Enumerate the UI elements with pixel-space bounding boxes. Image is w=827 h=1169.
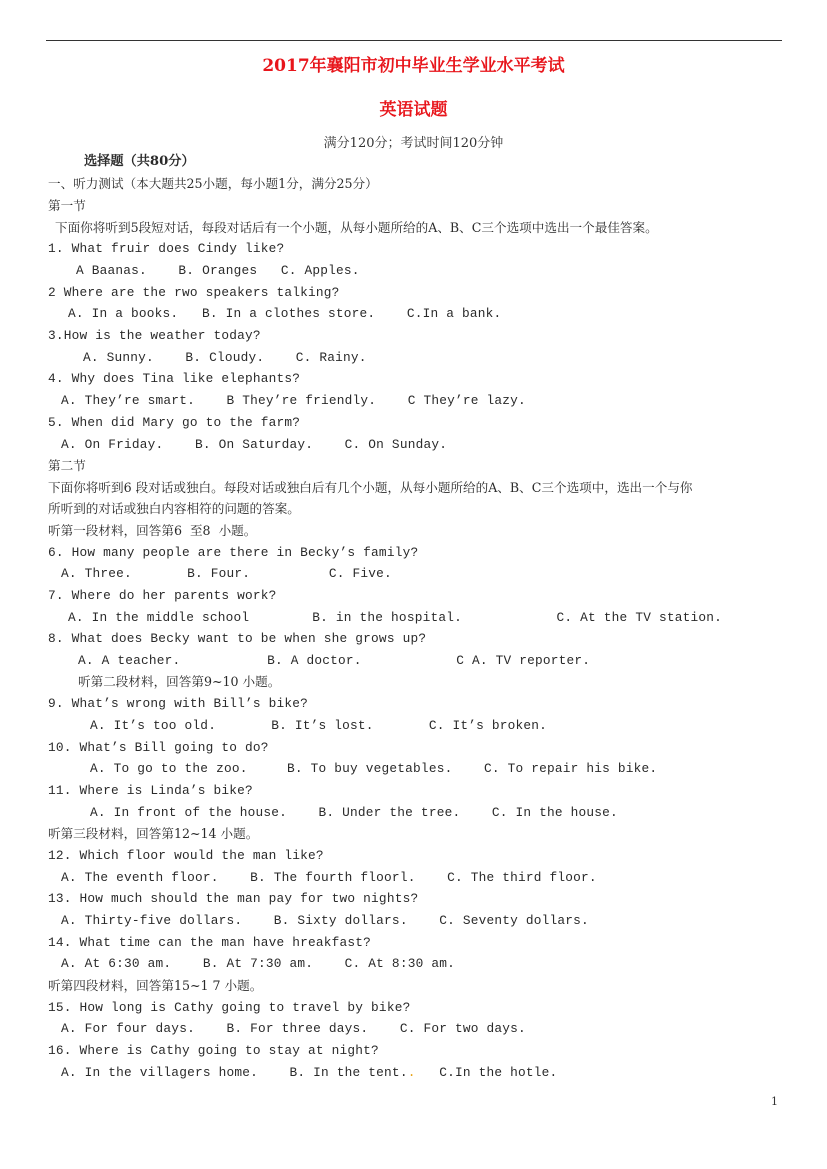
question-11: 11. Where is Linda’s bike? bbox=[48, 783, 253, 798]
question-12: 12. Which floor would the man like? bbox=[48, 848, 324, 863]
options-2: A. In a books. B. In a clothes store. C.In a bank. bbox=[68, 306, 502, 321]
options-15: A. For four days. B. For three days. C. For two days. bbox=[61, 1021, 526, 1036]
question-5: 5. When did Mary go to the farm? bbox=[48, 415, 301, 430]
options-9: A. It’s too old. B. It’s lost. C. It’s broken. bbox=[90, 718, 548, 733]
options-4: A. They’re smart. B They’re friendly. C They’re lazy. bbox=[61, 393, 526, 408]
options-16-c: C.In the hotle. bbox=[415, 1065, 558, 1080]
exam-subtitle: 英语试题 bbox=[379, 100, 448, 120]
question-13: 13. How much should the man pay for two nights? bbox=[48, 891, 419, 906]
top-rule bbox=[46, 40, 782, 41]
options-8: A. A teacher. B. A doctor. C A. TV reporter. bbox=[78, 653, 591, 668]
options-7: A. In the middle school B. in the hospital. C. At the TV station. bbox=[68, 610, 722, 625]
question-10: 10. What’s Bill going to do? bbox=[48, 740, 269, 755]
question-15: 15. How long is Cathy going to travel by bike? bbox=[48, 1000, 411, 1015]
section-choice: 选择题（共80分） bbox=[84, 154, 195, 169]
material-1-heading: 听第一段材料，回答第6 至8 小题。 bbox=[48, 523, 257, 538]
options-16 bbox=[61, 1065, 557, 1081]
question-4: 4. Why does Tina like elephants? bbox=[48, 371, 301, 386]
question-6: 6. How many people are there in Becky’s family? bbox=[48, 545, 419, 560]
exam-title: 2017年襄阳市初中毕业生学业水平考试 bbox=[262, 56, 565, 76]
options-5: A. On Friday. B. On Saturday. C. On Sunday. bbox=[61, 437, 448, 452]
question-2: 2 Where are the rwo speakers talking? bbox=[48, 285, 340, 300]
options-14: A. At 6:30 am. B. At 7:30 am. C. At 8:30 am. bbox=[61, 956, 455, 971]
options-3: A. Sunny. B. Cloudy. C. Rainy. bbox=[83, 350, 367, 365]
options-10: A. To go to the zoo. B. To buy vegetables. C. To repair his bike. bbox=[90, 761, 658, 776]
options-11: A. In front of the house. B. Under the tree. C. In the house. bbox=[90, 805, 618, 820]
part1-instruction: 下面你将听到5段短对话，每段对话后有一个小题，从每小题所给的A、B、C三个选项中选出一个最佳答案。 bbox=[55, 220, 658, 235]
section-listening: 一、听力测试（本大题共25小题，每小题1分，满分25分） bbox=[48, 176, 378, 191]
part2-instruction-line2: 所听到的对话或独白内容相符的问题的答案。 bbox=[48, 501, 300, 516]
options-16-mark: . bbox=[407, 1065, 416, 1080]
material-3-heading: 听第三段材料，回答第12~14 小题。 bbox=[48, 826, 259, 841]
material-4-heading: 听第四段材料，回答第15~1 7 小题。 bbox=[48, 978, 263, 993]
options-13: A. Thirty-five dollars. B. Sixty dollars. C. Seventy dollars. bbox=[61, 913, 589, 928]
question-3: 3.How is the weather today? bbox=[48, 328, 261, 343]
question-14: 14. What time can the man have hreakfast? bbox=[48, 935, 372, 950]
part2-instruction-line1: 下面你将听到6 段对话或独白。每段对话或独白后有几个小题，从每小题所给的A、B、C三个选项中，选出一个与你 bbox=[48, 480, 693, 495]
options-16-ab: A. In the villagers home. B. In the tent. bbox=[61, 1065, 408, 1080]
options-12: A. The eventh floor. B. The fourth floorl. C. The third floor. bbox=[61, 870, 597, 885]
options-1: A Baanas. B. Oranges C. Apples. bbox=[76, 263, 360, 278]
question-16: 16. Where is Cathy going to stay at night? bbox=[48, 1043, 379, 1058]
question-8: 8. What does Becky want to be when she grows up? bbox=[48, 631, 427, 646]
question-9: 9. What’s wrong with Bill’s bike? bbox=[48, 696, 309, 711]
options-6: A. Three. B. Four. C. Five. bbox=[61, 566, 392, 581]
page-number: 1 bbox=[771, 1095, 778, 1108]
question-1: 1. What fruir does Cindy like? bbox=[48, 241, 285, 256]
exam-info: 满分120分；考试时间120分钟 bbox=[323, 136, 504, 151]
part1-heading: 第一节 bbox=[48, 198, 86, 213]
material-2-heading: 听第二段材料，回答第9~10 小题。 bbox=[78, 674, 281, 689]
question-7: 7. Where do her parents work? bbox=[48, 588, 277, 603]
part2-heading: 第二节 bbox=[48, 458, 86, 473]
